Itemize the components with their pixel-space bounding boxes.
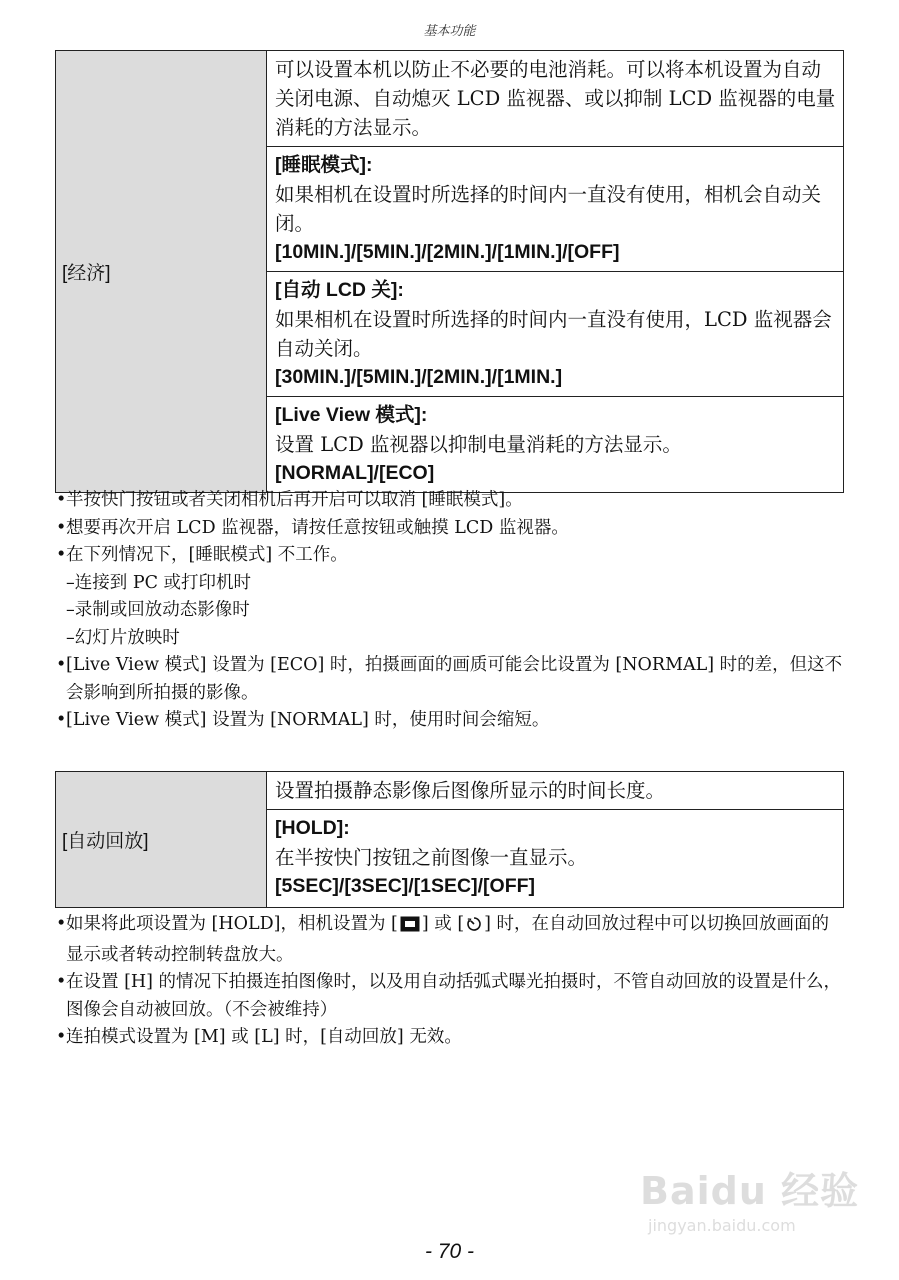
- option-text: 如果相机在设置时所选择的时间内一直没有使用，LCD 监视器会自动关闭。: [275, 308, 832, 360]
- option-text: 如果相机在设置时所选择的时间内一直没有使用，相机会自动关闭。: [275, 183, 822, 235]
- option-values: [30MIN.]/[5MIN.]/[2MIN.]/[1MIN.]: [275, 366, 563, 388]
- page-header: 基本功能: [423, 24, 476, 39]
- sleep-mode-option: [267, 147, 844, 272]
- option-values: [10MIN.]/[5MIN.]/[2MIN.]/[1MIN.]/[OFF]: [275, 241, 620, 263]
- note-text: ] 时，在自动回放过程中可以切换回放画面的显示或者转动控制转盘放大。: [66, 914, 830, 965]
- option-title: [睡眠模式]:: [275, 154, 373, 176]
- economy-notes: [56, 487, 846, 735]
- option-values: [NORMAL]/[ECO]: [275, 462, 435, 484]
- economy-description: 可以设置本机以防止不必要的电池消耗。可以将本机设置为自动关闭电源、自动熄灭 LCD 监视器、或以抑制 LCD 监视器的电量消耗的方法显示。: [267, 51, 844, 147]
- self-timer-icon: [466, 914, 482, 942]
- option-title: [HOLD]:: [275, 817, 350, 839]
- page-number: - 70 -: [424, 1240, 474, 1263]
- note-item: • [Live View 模式] 设置为 [ECO] 时，拍摄画面的画质可能会比设置为 [NORMAL] 时的差，但这不会影响到所拍摄的影像。: [56, 652, 846, 707]
- option-text: 设置 LCD 监视器以抑制电量消耗的方法显示。: [275, 433, 682, 456]
- economy-table: [55, 50, 844, 493]
- note-text: ] 或 [: [421, 914, 465, 934]
- note-text: 如果将此项设置为 [HOLD]，相机设置为 [: [66, 914, 398, 934]
- option-values: [5SEC]/[3SEC]/[1SEC]/[OFF]: [275, 875, 536, 897]
- autoreview-notes: [56, 911, 846, 1052]
- autoreview-table: [55, 771, 844, 908]
- note-item: • 连拍模式设置为 [M] 或 [L] 时，[自动回放] 无效。: [56, 1024, 846, 1052]
- live-view-mode-option: [267, 397, 844, 493]
- note-subitem: – 录制或回放动态影像时: [56, 597, 846, 625]
- note-item: [56, 911, 846, 969]
- note-item: • 半按快门按钮或者关闭相机后再开启可以取消 [睡眠模式]。: [56, 487, 846, 515]
- note-item: • [Live View 模式] 设置为 [NORMAL] 时，使用时间会缩短。: [56, 707, 846, 735]
- economy-label: [经济]: [56, 51, 267, 493]
- watermark-logo: Baidu 经验: [640, 1169, 860, 1213]
- autoreview-description: 设置拍摄静态影像后图像所显示的时间长度。: [267, 772, 844, 810]
- option-title: [自动 LCD 关]:: [275, 279, 404, 301]
- autoreview-label: [自动回放]: [56, 772, 267, 908]
- note-subitem: – 连接到 PC 或打印机时: [56, 570, 846, 598]
- single-drive-icon: [400, 914, 420, 942]
- note-subitem: – 幻灯片放映时: [56, 625, 846, 653]
- note-item: • 在设置 [H] 的情况下拍摄连拍图像时，以及用自动括弧式曝光拍摄时，不管自动回放的设置是什么，图像会自动被回放。（不会被维持）: [56, 969, 846, 1024]
- auto-lcd-off-option: [267, 272, 844, 397]
- note-item: • 在下列情况下，[睡眠模式] 不工作。: [56, 542, 846, 570]
- note-item: • 想要再次开启 LCD 监视器，请按任意按钮或触摸 LCD 监视器。: [56, 515, 846, 543]
- baidu-watermark: [640, 1150, 880, 1250]
- option-title: [Live View 模式]:: [275, 404, 428, 426]
- option-text: 在半按快门按钮之前图像一直显示。: [275, 846, 588, 869]
- watermark-url: jingyan.baidu.com: [648, 1216, 796, 1235]
- hold-option: [267, 810, 844, 908]
